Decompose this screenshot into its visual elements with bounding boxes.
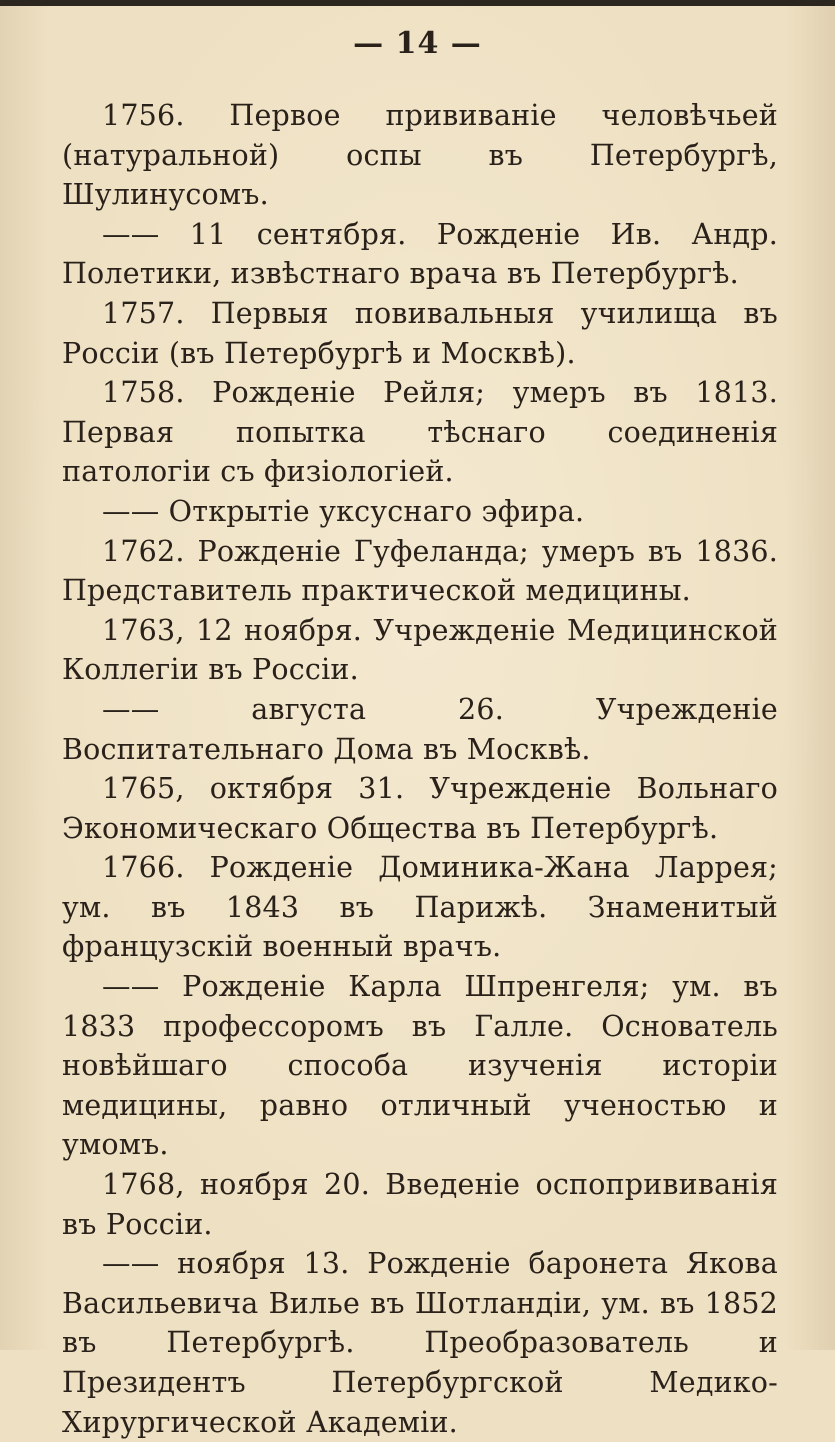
chronology-entry: 1763, 12 ноября. Учрежденіе Медицинской Коллегіи въ Россіи. (62, 613, 778, 687)
chronology-entry: —— ноября 13. Рожденіе баронета Якова Васильевича Вилье въ Шотландіи, ум. въ 1852 въ Петербургѣ. Преобразователь и Президентъ Петербургской Медико-Хирургической Академіи. (62, 1247, 778, 1439)
chronology-entry: 1765, октября 31. Учрежденіе Вольнаго Экономическаго Общества въ Петербургѣ. (62, 772, 778, 845)
chronology-entry: —— 11 сентября. Рожденіе Ив. Андр. Полетики, извѣстнаго врача въ Петербургѣ. (62, 217, 778, 291)
chronology-entry: —— Открытіе уксуснаго эфира. (102, 494, 585, 528)
page-top-edge (0, 0, 835, 6)
page-number: — 14 — (353, 26, 482, 61)
chronology-entry: 1768, ноября 20. Введеніе оспопрививанія въ Россіи. (62, 1168, 778, 1241)
chronology-entry: 1757. Первыя повивальныя училища въ Россіи (въ Петербургѣ и Москвѣ). (62, 296, 778, 370)
chronology-entry: —— Рожденіе Карла Шпренгеля; ум. въ 1833 профессоромъ въ Галле. Основатель новѣйшаго способа изученія исторіи медицины, равно отличный ученостью и умомъ. (62, 970, 778, 1162)
chronology-entry: —— августа 26. Учрежденіе Воспитательнаго Дома въ Москвѣ. (62, 692, 778, 766)
chronology-text (62, 96, 778, 1442)
chronology-entry: 1762. Рожденіе Гуфеланда; умеръ въ 1836. Представитель практической медицины. (62, 534, 778, 608)
chronology-entry: 1756. Первое прививаніе человѣчьей (натуральной) оспы въ Петербургѣ, Шулинусомъ. (62, 99, 778, 212)
chronology-entry: 1758. Рожденіе Рейля; умеръ въ 1813. Первая попытка тѣснаго соединенія патологіи съ физіологіей. (62, 376, 778, 489)
chronology-entry: 1766. Рожденіе Доминика-Жана Ларрея; ум. въ 1843 въ Парижѣ. Знаменитый французскій военный врачъ. (62, 851, 778, 964)
